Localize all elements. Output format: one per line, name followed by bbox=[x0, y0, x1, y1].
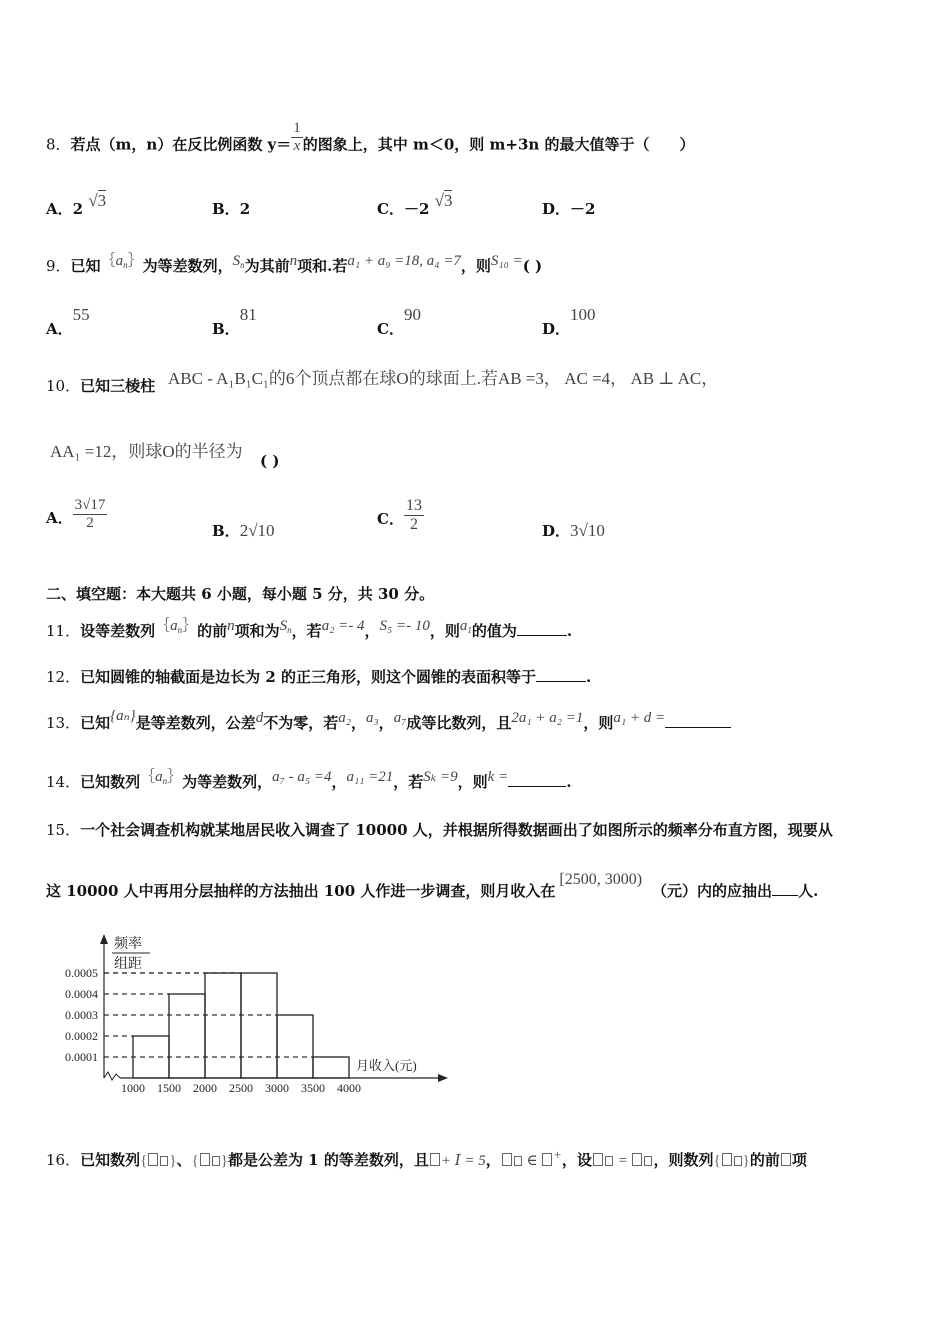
q13-text: ，则 bbox=[583, 714, 614, 732]
q14-number: 14． bbox=[46, 773, 81, 791]
q16-seq-1: { } bbox=[140, 1153, 177, 1169]
q13-seq: {aₙ} bbox=[110, 708, 136, 724]
option-label: A． bbox=[46, 320, 73, 338]
option-label: A． bbox=[46, 200, 73, 218]
q13-text: ， bbox=[350, 714, 366, 732]
y-axis-arrow bbox=[100, 934, 108, 944]
q11-end: . bbox=[566, 622, 573, 640]
q14-text: ，若 bbox=[393, 773, 424, 791]
q10-option-b[interactable] bbox=[212, 520, 275, 541]
histogram-bar bbox=[241, 973, 277, 1078]
histogram-bar bbox=[277, 1015, 313, 1078]
q15-number: 15． bbox=[46, 821, 81, 839]
y-tick-label: 0.0002 bbox=[65, 1029, 98, 1043]
q9-option-a[interactable] bbox=[46, 304, 90, 338]
frac-num: 13 bbox=[405, 497, 422, 514]
q10-condition-2: AA₁ =12，则球O的半径为 bbox=[50, 442, 243, 461]
q16-seq-2: { } bbox=[191, 1153, 228, 1169]
q8-option-a[interactable]: A．2 √3 bbox=[46, 191, 107, 218]
q16-equals: = bbox=[617, 1153, 628, 1169]
q14-text: ，则 bbox=[457, 773, 488, 791]
q13-number: 13． bbox=[46, 714, 81, 732]
q9-number: 9． bbox=[46, 257, 71, 275]
option-value: －2 bbox=[403, 200, 430, 218]
q11-seq: a bbox=[170, 618, 178, 634]
q8-frac-den: x bbox=[293, 138, 301, 154]
q11-S: S bbox=[279, 618, 288, 634]
frequency-histogram bbox=[48, 930, 458, 1100]
option-label: B． bbox=[212, 522, 240, 540]
q16-stem bbox=[46, 1148, 807, 1170]
q15-text: （元）内的应抽出 bbox=[652, 882, 773, 900]
q14-stem: 14．已知数列$\{a_n\}$为等差数列，a₇ - a₅ =4，a₁₁ =21，若Sₖ =9，则k = . bbox=[46, 769, 572, 791]
q15-line-1 bbox=[46, 819, 833, 840]
q13-stem bbox=[46, 708, 731, 733]
q14-answer-blank[interactable] bbox=[508, 786, 566, 787]
q8-stem bbox=[46, 120, 695, 163]
option-value: －2 bbox=[570, 200, 596, 218]
option-fraction bbox=[73, 497, 108, 532]
q11-text: ， bbox=[364, 622, 380, 640]
option-label: C． bbox=[377, 320, 404, 338]
q9-condition: a₁ + a₉ =18, a₄ =7 bbox=[347, 253, 461, 269]
q12-end: . bbox=[585, 668, 592, 686]
q14-text: ， bbox=[331, 773, 347, 791]
q8-option-c[interactable]: C．－2 √3 bbox=[377, 191, 453, 218]
option-value: 2 bbox=[72, 200, 84, 218]
q16-text: ，则数列 bbox=[653, 1151, 714, 1169]
q16-text: 项 bbox=[791, 1151, 807, 1169]
q14-end: . bbox=[566, 773, 572, 791]
option-label: D． bbox=[542, 320, 571, 338]
q13-text: 是等差数列，公差 bbox=[135, 714, 256, 732]
q16-text: 的前 bbox=[749, 1151, 780, 1169]
q13-text: 不为零，若 bbox=[263, 714, 339, 732]
y-label-bottom: 组距 bbox=[114, 957, 142, 972]
x-tick-label: 1500 bbox=[157, 1081, 181, 1095]
q13-d: d bbox=[255, 710, 264, 726]
q15-text: 人. bbox=[798, 882, 819, 900]
q11-text: 的值为 bbox=[471, 622, 517, 640]
option-value: 100 bbox=[570, 305, 596, 324]
histogram-bar bbox=[205, 973, 241, 1078]
q9-text: ，则 bbox=[460, 257, 491, 275]
x-axis-arrow bbox=[438, 1074, 448, 1082]
y-tick-label: 0.0004 bbox=[65, 987, 98, 1001]
q16-number: 16． bbox=[46, 1151, 81, 1169]
option-label: B． bbox=[212, 320, 240, 338]
option-value: 90 bbox=[403, 305, 421, 324]
q11-a1: a bbox=[459, 618, 468, 634]
q9-seq-sub: n bbox=[123, 260, 128, 270]
q12-text: 已知圆锥的轴截面是边长为 2 的正三角形，则这个圆锥的表面积等于 bbox=[80, 668, 536, 686]
option-label: C． bbox=[377, 509, 404, 528]
q16-seq-3: { } bbox=[713, 1153, 750, 1169]
q11-answer-blank[interactable] bbox=[517, 635, 567, 636]
x-tick-label: 3500 bbox=[301, 1081, 325, 1095]
q11-condition-1: a₂ =- 4 bbox=[321, 618, 365, 634]
x-tick-label: 1000 bbox=[121, 1081, 145, 1095]
q9-S: S bbox=[232, 253, 241, 269]
q8-text: 若点（m，n）在反比例函数 y＝ bbox=[70, 135, 292, 154]
option-label: D． bbox=[542, 200, 571, 218]
frac-num: 3√17 bbox=[74, 497, 106, 513]
q9-text: 为等差数列， bbox=[142, 257, 233, 275]
q10-option-a[interactable] bbox=[46, 497, 107, 532]
frac-den: 2 bbox=[86, 515, 94, 531]
q14-condition-3: Sₖ =9 bbox=[423, 769, 458, 785]
q9-option-b[interactable] bbox=[212, 304, 257, 338]
q14-text: 已知数列 bbox=[80, 773, 141, 791]
section-heading: 二、填空题：本大题共 6 小题，每小题 5 分，共 30 分。 bbox=[46, 585, 435, 603]
option-radicand: 3 bbox=[97, 191, 107, 210]
q15-text: 一个社会调查机构就某地居民收入调查了 10000 人，并根据所得数据画出了如图所示的频率分布直方图，现要从 bbox=[80, 821, 833, 839]
q8-option-b[interactable] bbox=[212, 198, 250, 219]
q14-k: k = bbox=[487, 769, 509, 785]
q8-fraction bbox=[291, 120, 303, 155]
q9-text: 已知 bbox=[70, 257, 101, 275]
q16-eq: + 𝐼 = 5 bbox=[440, 1153, 486, 1169]
q10-option-c[interactable] bbox=[377, 497, 424, 534]
q13-text: 成等比数列，且 bbox=[406, 714, 512, 732]
q8-option-d[interactable] bbox=[542, 198, 595, 219]
q12-answer-blank[interactable] bbox=[536, 681, 586, 682]
q8-text-2: 的图象上，其中 m＜0，则 m+3n 的最大值等于（ ） bbox=[302, 135, 695, 154]
x-tick-label: 3000 bbox=[265, 1081, 289, 1095]
q16-text: 、 bbox=[176, 1151, 192, 1169]
q9-text: 项和.若 bbox=[297, 257, 348, 275]
x-label: 月收入(元) bbox=[356, 1058, 417, 1073]
q9-option-d[interactable] bbox=[542, 304, 596, 338]
q14-condition-1: a₇ - a₅ =4 bbox=[272, 769, 332, 785]
q14-condition-2: a₁₁ =21 bbox=[346, 769, 394, 785]
q10-number: 10． bbox=[46, 377, 81, 395]
option-label: A． bbox=[46, 508, 73, 527]
option-value: 81 bbox=[239, 305, 257, 324]
frac-den: 2 bbox=[409, 516, 418, 533]
q9-seq: a bbox=[115, 253, 124, 269]
q13-a2: a₂ bbox=[338, 710, 351, 726]
axis-break bbox=[104, 1072, 120, 1080]
q9-option-c[interactable] bbox=[377, 304, 421, 338]
q9-paren: ( ) bbox=[522, 257, 543, 275]
q15-interval: [2500, 3000) bbox=[559, 871, 643, 888]
y-tick-label: 0.0005 bbox=[65, 966, 98, 980]
q10-text: 已知三棱柱 bbox=[80, 377, 156, 395]
q12-stem bbox=[46, 666, 591, 687]
q15-answer-blank[interactable] bbox=[772, 895, 798, 896]
q11-text: 项和为 bbox=[234, 622, 280, 640]
option-fraction bbox=[404, 497, 424, 534]
x-tick-label: 2500 bbox=[229, 1081, 253, 1095]
q13-a3: a₃ bbox=[365, 710, 379, 726]
q9-S10: S₁₀ = bbox=[490, 253, 523, 269]
q13-text: ， bbox=[378, 714, 394, 732]
q16-text: ， bbox=[485, 1151, 501, 1169]
q11-text: ，若 bbox=[291, 622, 322, 640]
q9-stem: 9．已知$\{a_n\}$为等差数列，$S_n$为其前n项和.若a₁ + a₉ =18, a₄ =7，则S₁₀ =( ) bbox=[46, 253, 543, 275]
q10-option-d[interactable] bbox=[542, 520, 605, 541]
q16-def bbox=[592, 1153, 654, 1169]
q11-text: 的前 bbox=[197, 622, 228, 640]
q15-line-2 bbox=[46, 871, 819, 901]
q16-text: 已知数列 bbox=[80, 1151, 141, 1169]
option-radicand: 3 bbox=[443, 191, 453, 210]
q10-paren: ( ) bbox=[260, 452, 280, 470]
option-value: 55 bbox=[72, 305, 90, 324]
q13-expression: a₁ + d = bbox=[613, 710, 666, 726]
histogram-bar bbox=[169, 994, 205, 1078]
q11-stem: 11．设等差数列$\{a_n\}$的前n项和为$S_n$，若a₂ =- 4，S₅ =- 10，则$a_1$的值为 . bbox=[46, 618, 573, 640]
q16-set: ∈ + bbox=[501, 1153, 562, 1169]
y-tick-label: 0.0003 bbox=[65, 1008, 98, 1022]
q11-condition-2: S₅ =- 10 bbox=[379, 618, 430, 634]
option-label: B． bbox=[212, 200, 240, 218]
option-label: D． bbox=[542, 522, 571, 540]
x-tick-label: 2000 bbox=[193, 1081, 217, 1095]
option-value: 3√10 bbox=[570, 521, 605, 540]
histogram-bar bbox=[313, 1057, 349, 1078]
q15-text: 这 10000 人中再用分层抽样的方法抽出 100 人作进一步调查，则月收入在 bbox=[46, 882, 556, 900]
q13-text: 已知 bbox=[80, 714, 111, 732]
q11-text: 设等差数列 bbox=[80, 622, 156, 640]
q13-answer-blank[interactable] bbox=[665, 727, 731, 728]
q10-stem bbox=[46, 375, 155, 396]
q16-condition bbox=[429, 1153, 486, 1169]
option-value: 2√10 bbox=[239, 521, 275, 540]
y-tick-label: 0.0001 bbox=[65, 1050, 98, 1064]
q10-condition-1: ABC - A₁B₁C₁的6个顶点都在球O的球面上.若AB =3， AC =4， AB ⊥ AC， bbox=[168, 369, 719, 388]
q12-number: 12． bbox=[46, 668, 81, 686]
q9-text: 为其前 bbox=[244, 257, 290, 275]
q13-condition: 2a₁ + a₂ =1 bbox=[511, 710, 584, 726]
q8-number: 8． bbox=[46, 135, 71, 154]
q9-n: n bbox=[289, 253, 298, 269]
q14-seq: a bbox=[155, 769, 163, 785]
q16-text: ，设 bbox=[561, 1151, 592, 1169]
q11-n: n bbox=[227, 618, 235, 634]
q16-in: ∈ bbox=[526, 1153, 538, 1169]
x-tick-label: 4000 bbox=[337, 1081, 361, 1095]
option-label: C． bbox=[377, 200, 404, 218]
q14-text: 为等差数列， bbox=[182, 773, 273, 791]
q9-S-sub: n bbox=[240, 260, 245, 270]
option-value: 2 bbox=[239, 200, 251, 218]
y-label-top: 频率 bbox=[114, 937, 142, 952]
q11-text: ，则 bbox=[429, 622, 460, 640]
q11-number: 11． bbox=[46, 622, 81, 640]
q16-text: 都是公差为 1 的等差数列，且 bbox=[227, 1151, 429, 1169]
q13-a7: a₇ bbox=[393, 710, 407, 726]
q8-frac-num: 1 bbox=[293, 120, 301, 136]
